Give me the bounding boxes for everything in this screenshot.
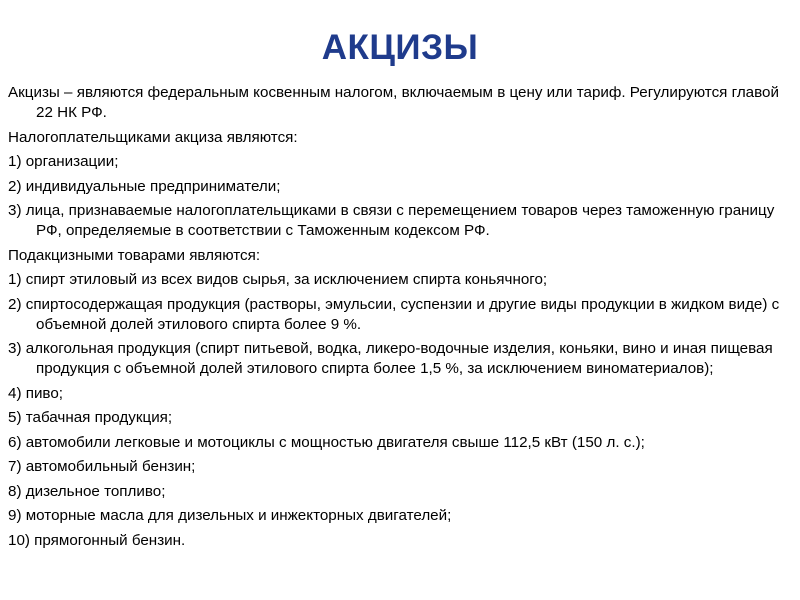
definition-paragraph: Акцизы – являются федеральным косвенным налогом, включаемым в цену или тариф. Регулируются главой 22 НК РФ. [8, 84, 779, 121]
excisable-goods-item: 7) автомобильный бензин; [8, 458, 196, 475]
excisable-goods-item: 5) табачная продукция; [8, 409, 173, 426]
taxpayer-item: 2) индивидуальные предприниматели; [8, 177, 281, 195]
excisable-goods-item: 8) дизельное топливо; [8, 482, 166, 500]
excisable-goods-item: 10) прямогонный бензин. [8, 531, 186, 549]
taxpayer-item: 3) лица, признаваемые налогоплательщиками в связи с перемещением товаров через таможенную границу РФ, определяемые в соответствии с Таможенным кодексом РФ. [8, 202, 775, 239]
excisable-goods-item: 2) спиртосодержащая продукция (растворы, эмульсии, суспензии и другие виды продукции в жидком виде) с объемной долей этилового спирта более 9 %. [8, 295, 780, 333]
excisable-goods-item: 3) алкогольная продукция (спирт питьевой, водка, ликеро-водочные изделия, коньяки, вино и иная пищевая продукция с объемной долей этилового спирта более 1,5 %, за исключением виноматериалов); [8, 340, 773, 377]
taxpayer-item: 1) организации; [8, 153, 119, 170]
slide-title: АКЦИЗЫ [321, 28, 479, 67]
excisable-goods-heading: Подакцизными товарами являются: [8, 246, 261, 264]
taxpayers-heading: Налогоплательщиками акциза являются: [8, 128, 298, 146]
excisable-goods-item: 6) автомобили легковые и мотоциклы с мощностью двигателя свыше 112,5 кВт (150 л. с.); [8, 433, 645, 451]
excisable-goods-item: 1) спирт этиловый из всех видов сырья, за исключением спирта коньячного; [8, 271, 548, 288]
slide-body [8, 83, 794, 555]
excisable-goods-item: 4) пиво; [8, 384, 63, 402]
excisable-goods-item: 9) моторные масла для дизельных и инжекторных двигателей; [8, 507, 452, 524]
